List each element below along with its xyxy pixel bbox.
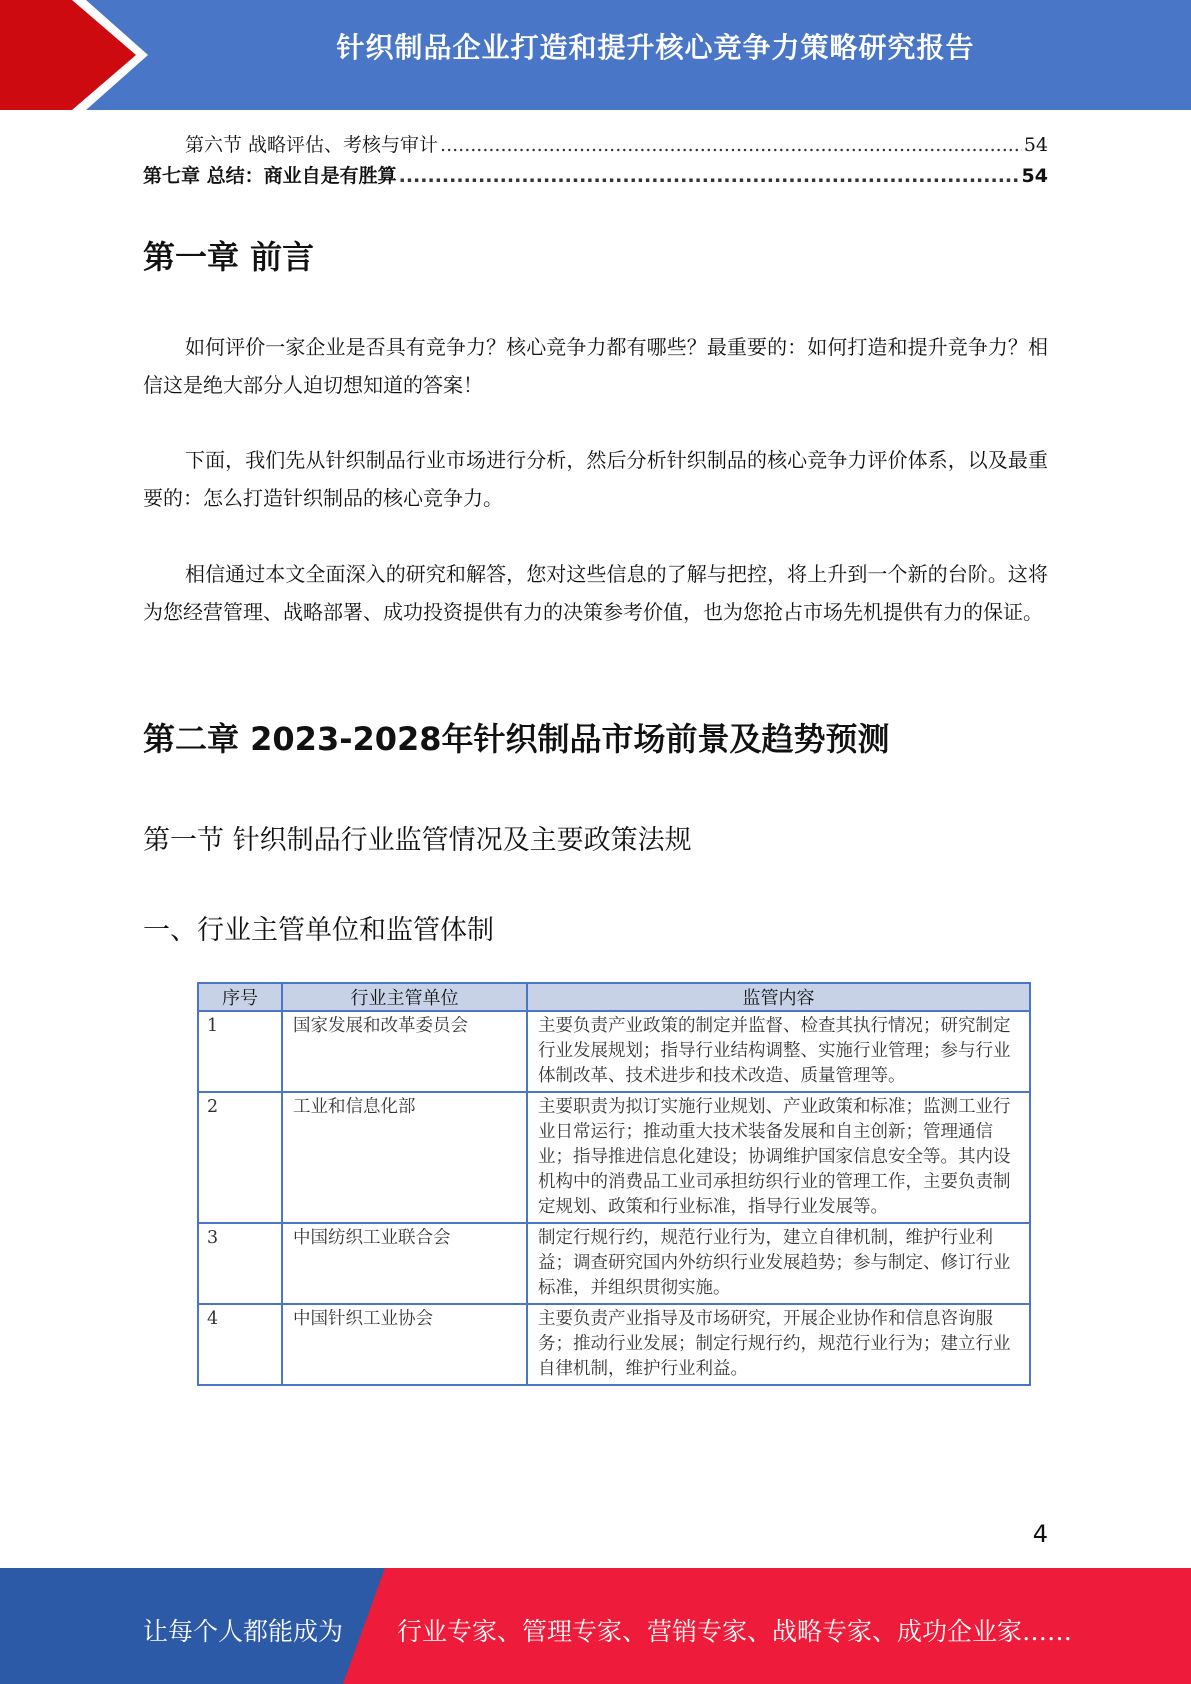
table-cell-content: 主要负责产业政策的制定并监督、检查其执行情况；研究制定行业发展规划；指导行业结构调整、实施行业管理；参与行业体制改革、技术进步和技术改造、质量管理等。 [527, 1011, 1030, 1092]
table-row [198, 1092, 1030, 1223]
table-row [198, 1304, 1030, 1385]
chapter2-title: 第二章 2023-2028年针织制品市场前景及趋势预测 [143, 720, 890, 758]
table-header-cell: 监管内容 [527, 983, 1030, 1011]
section-title: 第一节 针织制品行业监管情况及主要政策法规 [143, 825, 692, 856]
table-cell-index: 3 [198, 1223, 282, 1304]
table-cell-content: 主要负责产业指导及市场研究，开展企业协作和信息咨询服务；推动行业发展；制定行规行约，规范行业行为；建立行业自律机制，维护行业利益。 [527, 1304, 1030, 1385]
footer-slogan-right: 行业专家、管理专家、营销专家、战略专家、成功企业家…… [397, 1617, 1073, 1646]
regulatory-table [197, 982, 1031, 1386]
table-cell-index: 4 [198, 1304, 282, 1385]
table-cell-index: 1 [198, 1011, 282, 1092]
table-cell-content: 主要职责为拟订实施行业规划、产业政策和标准；监测工业行业日常运行；推动重大技术装备发展和自主创新；管理通信业；指导推进信息化建设；协调维护国家信息安全等。其内设机构中的消费品工业司承担纺织行业的管理工作，主要负责制定规划、政策和行业标准，指导行业发展等。 [527, 1092, 1030, 1223]
table-header-row [198, 983, 1030, 1011]
table-cell-unit: 国家发展和改革委员会 [282, 1011, 527, 1092]
paragraph: 如何评价一家企业是否具有竞争力？核心竞争力都有哪些？最重要的：如何打造和提升竞争力？相信这是绝大部分人迫切想知道的答案！ [143, 335, 1048, 397]
toc-item-label: 第六节 战略评估、考核与审计 [185, 134, 439, 156]
table-header-cell: 行业主管单位 [282, 983, 527, 1011]
table-cell-unit: 中国针织工业协会 [282, 1304, 527, 1385]
header-title: 针织制品企业打造和提升核心竞争力策略研究报告 [336, 31, 975, 64]
page-header [0, 0, 1191, 110]
table-cell-index: 2 [198, 1092, 282, 1223]
toc-leader-dots [440, 134, 1022, 156]
table-cell-unit: 工业和信息化部 [282, 1092, 527, 1223]
toc-item-page: 54 [1023, 134, 1048, 156]
toc-item-page: 54 [1021, 165, 1048, 187]
table-row [198, 1011, 1030, 1092]
table-cell-content: 制定行规行约，规范行业行为，建立自律机制，维护行业利益；调查研究国内外纺织行业发展趋势；参与制定、修订行业标准，并组织贯彻实施。 [527, 1223, 1030, 1304]
paragraph: 下面，我们先从针织制品行业市场进行分析，然后分析针织制品的核心竞争力评价体系，以及最重要的：怎么打造针织制品的核心竞争力。 [143, 448, 1048, 510]
subsection-title: 一、行业主管单位和监管体制 [143, 915, 494, 946]
page-number: 4 [1032, 1520, 1048, 1548]
page-footer [0, 1568, 1191, 1684]
paragraph: 相信通过本文全面深入的研究和解答，您对这些信息的了解与把控，将上升到一个新的台阶。这将为您经营管理、战略部署、成功投资提供有力的决策参考价值，也为您抢占市场先机提供有力的保证。 [143, 562, 1048, 624]
chapter1-title: 第一章 前言 [143, 238, 315, 276]
toc-item[interactable] [185, 130, 1048, 157]
footer-slogan-left: 让每个人都能成为 [143, 1617, 344, 1646]
table-header-cell: 序号 [198, 983, 282, 1011]
table-cell-unit: 中国纺织工业联合会 [282, 1223, 527, 1304]
toc-item[interactable] [143, 161, 1048, 188]
toc-item-label: 第七章 总结：商业自是有胜算 [143, 165, 397, 187]
table-row [198, 1223, 1030, 1304]
toc-leader-dots [399, 165, 1020, 187]
